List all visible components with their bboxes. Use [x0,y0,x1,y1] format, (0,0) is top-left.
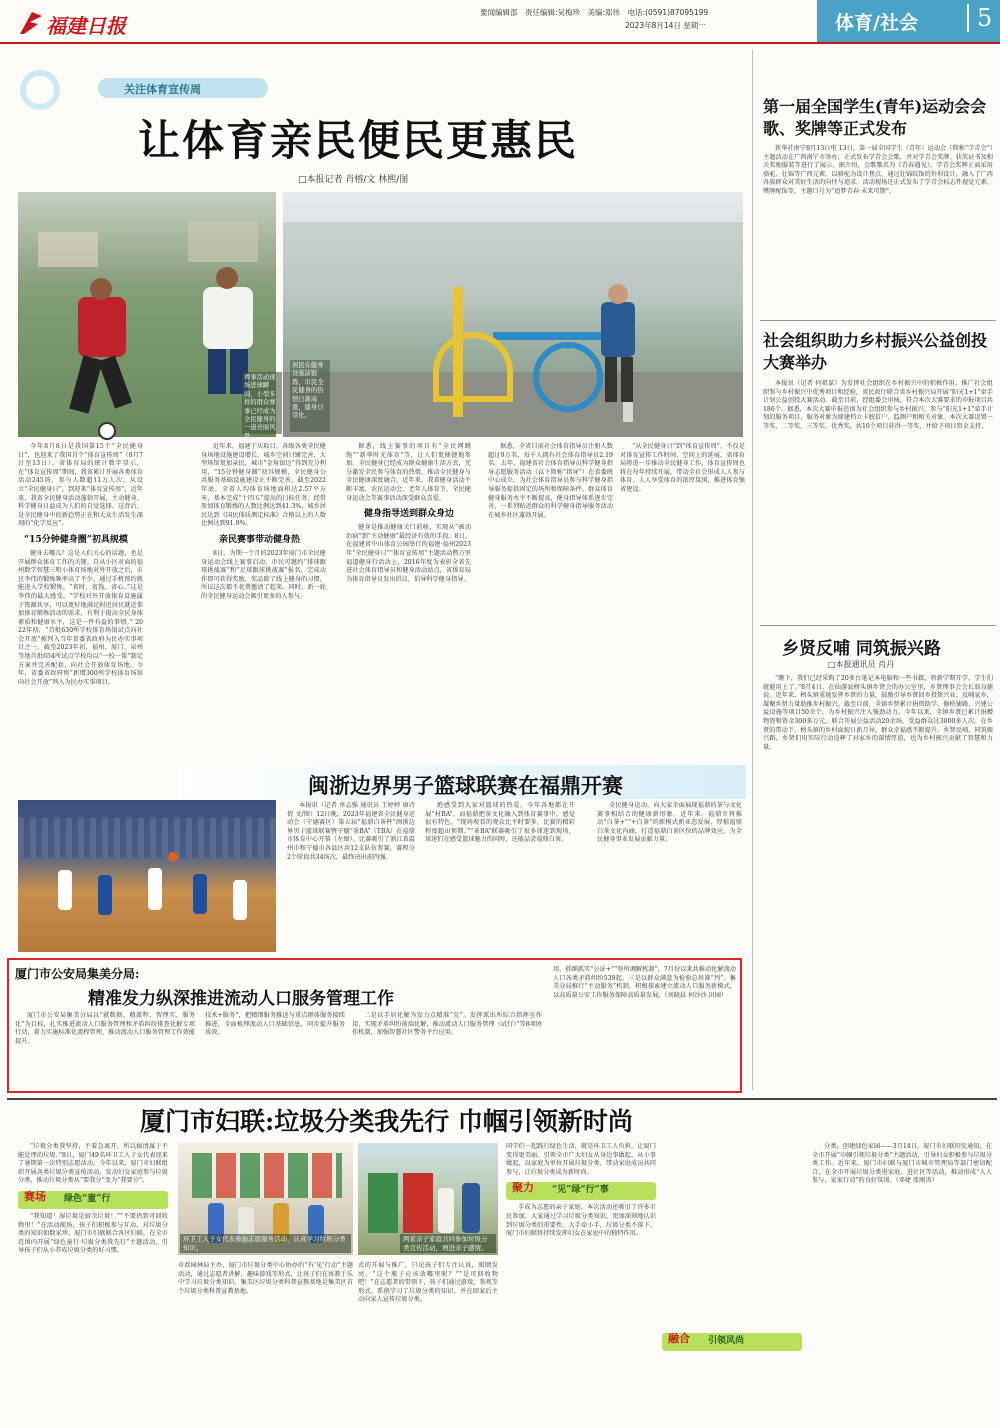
women-col1 [18,1143,168,1428]
feature-col2 [201,443,326,753]
women-tag1-lead: 赛场 [24,1189,46,1203]
police-body1: 厦门市公安局集美分局以“就数据、精流程、智理实、服务化”为目标，扎实推进流动人口服务管理和矛盾纠纷排查化解专项行动，着力实施标准化流程管理，推动流动人口服务管理工作效能提升。 [15,1012,195,1045]
women-body3: 市政园林局主办，厦门市垃圾分类中心协办的“有‘见’行动”主题活动，通过志愿者讲解、趣味游戏等形式，让孩子们在寓教于乐中学习垃圾分类知识。集美区垃圾分类科普宣教基地是集美区首个垃圾分类科普宣教基地。 [178,1262,353,1295]
story2-headline: 社会组织助力乡村振兴公益创投大赛举办 [763,331,988,372]
issue-date: 2023年8月14日 星期一 [625,21,706,30]
newspaper-logo [18,8,158,38]
police-col3 [352,1012,542,1087]
police-headline: 精准发力纵深推进流动人口服务管理工作 [88,989,394,1009]
basketball-body1: 本报讯（记者 单志强 通讯员 王婷婷 康诗倩 文/图）12日晚，2023年福建省全民健身运动会（宁德赛区）第五届“福鼎白茶杯”闽浙边界男子篮球联赛暨宁德“茶BA”（TBA）在福鼎市体育中心开幕（左图）。比赛吸引了浙江省温州市和宁德市各县区共12支队伍参赛，赛程分2个阶段共34场次，最终决出前四强。 [287,802,415,861]
police-col1 [15,1012,195,1087]
photo1-caption: 赛事活动现场进球瞬间，小型多样的群众赛事已经成为全民健身的一道亮丽风景。 [242,372,282,434]
women-headline: 厦门市妇联:垃圾分类我先行 巾帼引领新时尚 [140,1107,633,1136]
basketball-photo [18,800,276,952]
women-body7: 分类，创建绿色家园——3月14日，厦门市妇联印发通知，在全市开展“巾帼引领垃圾分类”主题活动，引导妇女积极参与垃圾分类工作。近年来，厦门市妇联与厦门市城市管理局等部门密切配合，在全市开展垃圾分类进家庭、进社区等活动，推动形成“人人参与、家家行动”的良好氛围。（邓婕 张刚涛） [812,1143,992,1185]
feature-body2: 健身去哪儿？这是人们关心的话题，也是开展群众体育工作的关键。自从小区对面的福州数学智慧三明小体育场地对外开放之后，市民李伟的锻炼频率高了不少，通过手机预约就能进入学校锻炼。“省时、省钱、省心。”这是李伟的最大感受。“学校对外开放体育设施属于资源共享，可以更好地满足附近居民就近参加体育锻炼活动的需求，有利于提高全民身体素质和健康水平，这是一件有益的事情。” 2022年初，“首批630所学校体育场馆试点向社会开放”被列入当年省委省政府为民办实事项目之一。截至2023年初，福州、厦门、泉州等地首批654所试点学校均以“一校一策”制定方案并完善配套，向社会开放体育场地。今年，省委省政府将“新增300所学校体育场馆向社会开放”列入为民办实事项目。 [18,549,143,686]
women-col6 [812,1143,992,1428]
women-photo2-caption: 两家亲子家庭共同参加垃圾分类宣传活动，增进亲子感情。 [400,1234,496,1253]
feature-body8: “从全民健身日”到“体育宣传周”，不仅是对体育宣传工作时间、空间上的延展，省体育局将进一步推动全民健身工作，体育宣传周也将在每年持续开展，带动全社会形成人人参与体育、人人享受体育的浓厚氛围，推进体育强省建设。 [620,443,745,493]
women-tag2-lead: 聚力 [512,1181,534,1195]
women-tag1 [18,1191,168,1209]
women-body2: “我知道！湿垃圾是厨余垃圾！”“不要扔到可回收物里！”在活动现场，孩子们积极参与互动，对垃圾分类的知识如数家珍。厦门市妇联联合各区妇联，在全市范围内开展“绿色童行·垃圾分类我先行”主题活动，引导孩子们从小养成垃圾分类的好习惯。 [18,1212,168,1255]
police-body4: 用、抓细抓实“公证+”“登所调解机制”，7月份以来共推动化解流动人口各类矛盾纠纷539起。三是以群众满意为检验总基准“判”。集美分局推行“主动服务”机制，积极探索建立流动人口服务新模式，以高质量公安工作服务保障高质量发展。（刘晓晨 何沙沙 田园） [553,966,736,999]
women-tag1-rest: 绿色“童”行 [64,1193,111,1204]
story1-headline: 第一届全国学生(青年)运动会会歌、奖牌等正式发布 [763,97,987,138]
women-tag2 [506,1182,656,1200]
feature-body3: 近年来，福建于庆取目，各级各类全民健身场地设施建设增长，城乡空间日臻完善，大型场馆更加亲民，城市“金角银边”得到充分利用，“15分钟健身圈”初具规模，全民健身公共服务基础设施建设正不断完善。截至2022年底，全省人均体育场地面积达2.57平方米，基本完成“十四五”提出的目标任务，经常参加体育锻炼的人数比例达到41.3%，城乡居民达到《国民体质测定标准》合格以上的人数比例达到91.9%。 [201,443,326,528]
story3-headline: 乡贤反哺 同筑振兴路 [782,639,941,659]
column-tag [98,78,268,98]
basketball-col3 [597,802,742,952]
staff-line: 要闻编辑部 责任编辑:吴梅珍 美编:郑伟 电话:(0591)87095199 [480,8,709,17]
feature-col5 [620,443,745,753]
feature-subhead1: “15分钟健身圈”初具规模 [24,534,128,545]
police-body3: 二是以手眉化解为发力点精准“兑”。发挥派出所综合指挥室作用，实现矛盾纠纷前端化解，推动流动人口服务管理（试行）”等8项协作机制，加强智慧社区警务平台应用。 [352,1012,542,1037]
story2-body: 本报讯（记者 何祖谋）为发挥社会组织在乡村振兴中的积极作用，推广社会组织参与乡村振兴中优秀项目和经验，省民政厅联合省乡村振兴局开展“阳光1+1”牵手计划公益创投大赛活动。截至目前，经组委会审核，符合本次大赛要求的申报项目共186个。据悉，本次大赛申报范围为社会组织参与乡村振兴、参与“阳光1+1”牵手计划的服务项目，服务对象为原建档立卡脱贫户、监测户和相关对象。本次大赛设置一等奖、二等奖、三等奖、优秀奖，共10个项目获得一等奖，并给予项目资金支持。 [763,380,993,430]
story3-body: “瞧下，我们已经采购了20多台笔记本电脑和一些书籍，将新学期开学，学生们就能用上了。”8月4日，在仙游县榜头镇乡贤会的办公室里，乡贤理事会会长翁良德说。近年来，榜头镇重视发挥乡贤的力量，鼓励引导乡贤回乡投资兴业、反哺家乡，凝聚乡贤力量助推乡村振兴。截至目前，全镇乡贤累计捐资助学、修桥铺路、兴建公益设施等项目50余个，为乡村振兴注入强劲动力。今年以来，全镇乡贤已累计捐赠物资和资金300多万元，联合开展公益活动20余场，受益群众达3000多人次。在乡贤的带动下，榜头镇的乡村面貌日新月异，群众幸福感不断提升。乡贤反哺，同筑振兴路，乡贤们用实际行动诠释了对家乡的深情厚谊，也为乡村振兴贡献了智慧和力量。 [763,675,993,751]
feature-subhead2: 亲民赛事带动健身热 [219,534,301,545]
feature-byline: □本报记者 肖榕/文 林熙/图 [298,175,409,185]
basketball-body2: 绝感受到大家对篮球的热爱。今年各地都在开展“村BA”，而福鼎把茶文化融入到体育赛事中，感觉很有特色。“现场观看的观众比平时要多，比赛的精彩程度超出预期。”“茶BA”联赛吸引了很多球迷到现场，球迷们在感受篮球魅力的同时，还能品尝福鼎白茶。 [425,802,575,844]
right-divider2 [760,625,996,626]
women-tag3-lead: 融合 [668,1332,690,1345]
feature-col1 [18,443,143,753]
story3-body-box [763,675,993,1090]
flag-icon [18,10,44,36]
women-body6: 手成为志愿的亲子家庭。本次活动还吸引了许多市民参加，大家通过学习垃圾分类知识，更加深刻地认识到垃圾分类的重要性。大手牵小手，垃圾分类不落下。厦门市妇联将持续发挥妇女在家庭中的独特作用。 [506,1204,656,1238]
fitness-photo [283,192,743,437]
right-col-divider [752,50,753,1090]
story1-body-box [763,145,993,310]
section-tab [817,0,1000,42]
feature-body6: 健身是推动健康关口前移，实现从“被动治病”到“主动健康”最经济有效的手段。8日，在福建省中山体育公园举行的福建·福州2023年“全民健身日”“体育宣传周”主题活动暨万里福道健身行活动上，2016年度为表彰全省先进社会体育指导员和健身活动站点，省体育局为体育指导员发出倡议，倡导科学健身指导。 [346,524,471,583]
women-tag2-rest: “见”绿“行”事 [552,1185,609,1196]
police-col4 [553,966,736,1088]
football-photo [18,192,276,437]
feature-body7: 据悉，全省目前社会体育指导员注册人数超过9万名，每千人拥有社会体育指导员2.19名。去年，福建省社会体育指导员科学健身指导志愿服务活动（以下简称“指导”）在省委统中心成立，为社会体育指导员参与科学健身指导服务提供固定的场所和保障条件。群众体育健身服务水平不断提高，健身指导体系逐步完善，一系列贴近群众的科学健身指导服务活动在城乡社区蓬勃开展。 [488,443,613,519]
basketball-body3: 全民健身运动，向大家全面展现福鼎的茶与文化赛事相结合的健康新形象。近年来，福鼎市将推动“白茶+”“+白茶”的新模式新业态发展，厚植福鼎白茶文化内涵，打造福鼎白茶区位的品牌效应，为全民健身事业发展贡献力量。 [597,802,742,844]
basketball-col1 [287,802,415,952]
headline-decor [20,70,60,110]
feature-headline: 让体育亲民便民更惠民 [138,116,579,165]
bottom-divider [7,1098,997,1100]
football-ball [98,422,116,440]
feature-subhead3: 健身指导送到群众身边 [364,509,455,520]
photo2-caption: 居民在健身设施前锻炼，市民全民健身的热情日渐高涨，健身日常化。 [290,360,330,432]
feature-col3 [346,443,471,753]
masthead [0,0,1000,44]
women-tag3 [662,1333,802,1351]
basketball-ball [168,852,178,862]
story3-byline: □本报通讯员 肖丹 [828,660,895,669]
right-divider1 [760,320,996,321]
story2-body-box [763,380,993,615]
story1-body: 新华社南宁8月13日电 13日，第一届全国学生（青年）运动会（简称“学青会”）主题活动在广西南宁市举办，正式发布学青会会歌，并对学青会奖牌、获奖证书及相关奖励服装等进行了展示。据介绍，会歌歌名为《青春遇见》，学青会奖牌正面采用骆驼、壮锦等广西元素，以骆驼为设计焦点，通过壮锦纹饰的外形设计，融入了广西各族群众对美好生活的向往与追求。活动现场还正式发布了学青会标志性视觉元素、獎牌配饰等，主题口号为“追梦青春·未来可期”。 [763,145,993,195]
women-col3 [358,1262,498,1428]
police-org: 厦门市公安局集美分局: [15,967,140,981]
women-body4: 式的开展与推广，只见孩子们专注认真，眼睛发亮。“这个瓶子应该放哪里呢？”“是可回收物吧！”在志愿者的带领下，孩子们通过游戏、参观等形式，系统学习了垃圾分类的知识，并在回家后主动向家人宣传垃圾分类。 [358,1262,498,1304]
page-number: 5 [967,4,992,32]
women-body1: “垃圾分类我坚持，不着急离开，所以搞清属于不能处理的垃圾。”8日，厦门49名环卫工人子女代表迎来了暑期第一次特别志愿活动。今年以来，厦门市妇联组织开展各类垃圾分类宣传活动，发动妇女家庭参与垃圾分类，推动垃圾分类从“要我分”变为“我要分”。 [18,1143,168,1185]
women-col4 [506,1143,656,1428]
police-body2: 技术+服务”，把精细服务推送与重点群体服务接续推进，全面梳理流动人口基础信息，同步提升服务质效。 [205,1012,345,1037]
feature-body4: 8日，为期一个月的2023年厦门市全民健身运动会线上赛事启动。市民可邀约“排球跟球挑战赛”和“足球跟球挑战赛”报名，完成动作即可获得奖励，奖品除了线上健身的习惯，所以这次都不花费邀请了起来。同时，新一轮的全民健身运动会吸引更多的人参与。 [201,549,326,600]
feature-body1: 今年8月8日是我国第15个“全民健身日”，也迎来了我国首个“体育宣传周”（8月7日至13日）。省体育局的统计数字显示，在“体育宣传周”期间，我省累计开展各类体育活动245场，参与人数超11万人次。从设立“全民健身日”，到迎来“体育宣传周”，近年来，我省全民健身活动蓬勃开展，主动健身、科学健身日益成为人们的自觉选择。这背后，是全民健身中的新趋势正在和大众生活发生深刻的“化学反应”。 [18,443,143,528]
feature-body5: 据悉，线上赛事的项目有“全民网跳绳”“新华时光体育”等，让人们更便捷地参加。全民健身已经成为群众健康生活方式，充分激发全民参与体育的热情，推动全民健身与全民健康深度融合。近年来，我省健身活动不断丰富，农民运动会、老年人体育节、全民健身运动会等赛事活动深受群众喜爱。 [346,443,471,502]
women-photo1-caption: 环卫工人子女代表参加志愿服务活动，认真学习垃圾分类知识。 [180,1234,351,1253]
women-tag3-rest: 引领风尚 [708,1336,745,1346]
section-name: 体育/社会 [835,12,918,34]
women-col2 [178,1262,353,1428]
women-body5: 同学们一起践行绿色生活，就是环卫工人负担，让厦门变得更美丽。引领全市广大妇女从身边事做起、从小事做起，以家庭为单位开展垃圾分类，带动家庭成员共同参与，让垃圾分类成为新时尚。 [506,1143,656,1176]
basketball-col2 [425,802,575,952]
column-tag-text: 关注体育宣传周 [124,83,201,96]
women-col5 [662,1143,802,1428]
basketball-headline: 闽浙边界男子篮球联赛在福鼎开赛 [308,773,623,798]
logo-text: 福建日报 [46,14,126,38]
feature-col4 [488,443,613,753]
police-col2 [205,1012,345,1087]
